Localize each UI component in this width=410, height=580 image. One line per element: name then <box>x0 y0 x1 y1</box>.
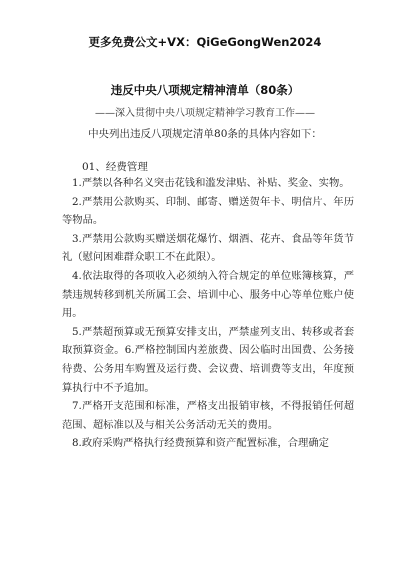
paragraph: 1.严禁以各种名义突击花钱和滥发津贴、补贴、奖金、实物。 <box>72 177 350 189</box>
paragraph: 4.依法取得的各项收入必须纳入符合规定的单位账簿核算，严禁违规转移到机关所属工会、培训中心、服务中心等单位账户使用。 <box>62 269 354 320</box>
intro-text: 中央列出违反八项规定清单80条的具体内容如下： <box>88 128 322 140</box>
paragraph: 3.严禁用公款购买赠送烟花爆竹、烟酒、花卉、食品等年货节礼（慰问困难群众职工不在此限）。 <box>62 232 354 264</box>
document-body <box>62 174 354 453</box>
paragraph: 2.严禁用公款购买、印制、邮寄、赠送贺年卡、明信片、年历等物品。 <box>62 195 354 227</box>
section-heading: 01、经费管理 <box>82 161 148 173</box>
document-subtitle: ——深入贯彻中央八项规定精神学习教育工作—— <box>95 108 315 119</box>
paragraph: 7.严格开支范围和标准，严格支出报销审核，不得报销任何超范围、超标准以及与相关公务活动无关的费用。 <box>62 400 354 431</box>
watermark-text: 更多免费公文+VX：QiGeGongWen2024 <box>88 35 322 49</box>
paragraph: 8.政府采购严格执行经费预算和资产配置标准，合理确定 <box>72 437 329 450</box>
paragraph: 5.严禁超预算或无预算安排支出，严禁虚列支出、转移或者套取预算资金。6.严格控制国内差旅费、因公临时出国费、公务接待费、公务用车购置及运行费、会议费、培训费等支出，年度预算执行中不予追加。 <box>62 325 354 394</box>
document-title: 违反中央八项规定精神清单（80条） <box>110 83 300 97</box>
